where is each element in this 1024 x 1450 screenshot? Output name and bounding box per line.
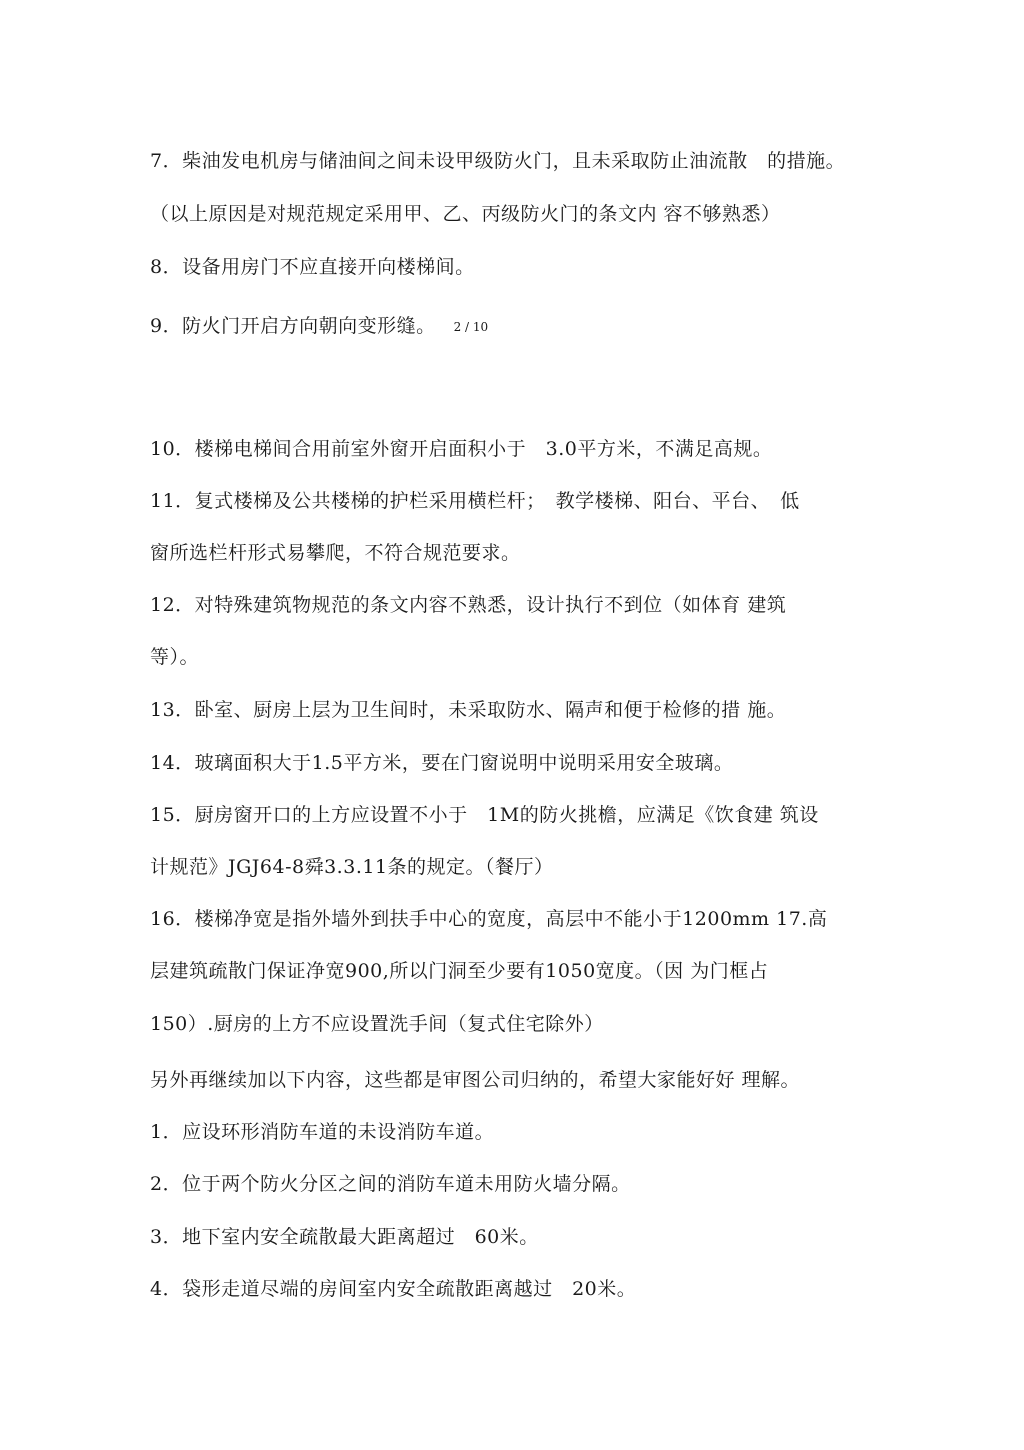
text-line: 3．地下室内安全疏散最大距离超过 60米。 bbox=[150, 1226, 539, 1248]
text-line: 4．袋形走道尽端的房间室内安全疏散距离越过 20米。 bbox=[150, 1278, 637, 1300]
page-number: 2 / 10 bbox=[453, 320, 489, 334]
text-line: 15．厨房窗开口的上方应设置不小于 1M的防火挑檐，应满足《饮食建 筑设 bbox=[150, 804, 819, 826]
text-line: （以上原因是对规范规定采用甲、乙、丙级防火门的条文内 容不够熟悉） bbox=[150, 203, 781, 225]
text-line bbox=[150, 313, 488, 340]
text-line: 150）.厨房的上方不应设置洗手间（复式住宅除外） bbox=[150, 1013, 604, 1035]
text-line: 13．卧室、厨房上层为卫生间时，未采取防水、隔声和便于检修的措 施。 bbox=[150, 699, 787, 721]
text-line: 层建筑疏散门保证净宽900,所以门洞至少要有1050宽度。（因 为门框占 bbox=[150, 960, 769, 982]
text-line: 1．应设环形消防车道的未设消防车道。 bbox=[150, 1121, 495, 1143]
text-line: 16．楼梯净宽是指外墙外到扶手中心的宽度，高层中不能小于1200mm 17.高 bbox=[150, 908, 828, 930]
text-line: 2．位于两个防火分区之间的消防车道未用防火墙分隔。 bbox=[150, 1173, 631, 1195]
text-line: 10．楼梯电梯间合用前室外窗开启面积小于 3.0平方米，不满足高规。 bbox=[150, 438, 773, 460]
text-line: 11．复式楼梯及公共楼梯的护栏采用横栏杆； 教学楼梯、阳台、平台、 低 bbox=[150, 490, 800, 512]
text-line: 8．设备用房门不应直接开向楼梯间。 bbox=[150, 256, 475, 278]
text-line: 14．玻璃面积大于1.5平方米，要在门窗说明中说明采用安全玻璃。 bbox=[150, 752, 734, 774]
text-line: 另外再继续加以下内容，这些都是审图公司归纳的，希望大家能好好 理解。 bbox=[150, 1069, 801, 1091]
text-line: 等）。 bbox=[150, 646, 200, 668]
text-line: 计规范》JGJ64-8舜3.3.11条的规定。（餐厅） bbox=[150, 856, 554, 878]
text-line: 12．对特殊建筑物规范的条文内容不熟悉，设计执行不到位（如体育 建筑 bbox=[150, 594, 787, 616]
text-line-content: 9．防火门开启方向朝向变形缝。 bbox=[150, 315, 436, 337]
text-line: 窗所选栏杆形式易攀爬，不符合规范要求。 bbox=[150, 542, 521, 564]
text-line: 7．柴油发电机房与储油间之间未设甲级防火门，且未采取防止油流散 的措施。 bbox=[150, 150, 846, 172]
